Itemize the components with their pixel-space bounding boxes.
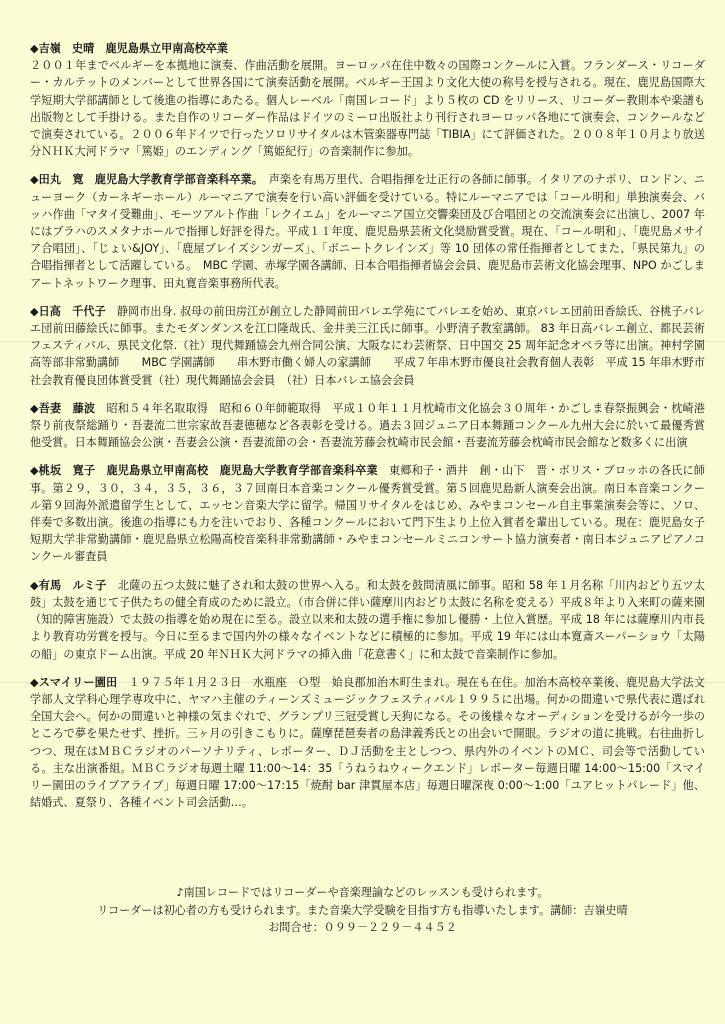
profile-azuma [30,400,705,452]
profile-body: 声楽を有馬万里代、合唱指揮を辻正行の各師に師事。イタリアのナポリ、ロンドン、ニューヨーク（カーネギーホール）ルーマニアで演奏を行い高い評価を受けている。特にルーマニアでは「コール明和」単独演奏会、バッハ作曲「マタイ受難曲」、モーツアルト作曲「レクイエム」をルーマニア国立交響楽団及び合唱団との交流演奏会に出演し、2007 年にはブラハのスメタナホールで指揮し好評を得た。平成１１年度、鹿児島県芸術文化奨励賞受賞。現在、「コール明和」、「鹿児島メサイア合唱団」、「じょい&JOY」、「鹿屋ブレイズシンガーズ」、「ボニートクレインズ」等 10 団体の常任指揮者としてまた、「県民第九」の合唱指揮者として活躍している。 MBC 学園、赤塚学園各講師、日本合唱指揮者協会会員、鹿児島市芸術文化協会理事、NPO かごしまアートネットワーク理事、田丸寛音楽事務所代表。 [30,173,705,290]
lesson-notice-line: リコーダーは初心者の方も受けられます。また音楽大学受験を目指す方も指導いたします。講師：吉嶺史晴 [97,903,628,917]
profile-heading: ◆有馬 ルミ子 [30,578,107,592]
profile-arima [30,577,705,663]
profile-body: １９７５年１月２３日 水瓶座 Ｏ型 姶良郡加治木町生まれ。現在も在住。加治木高校卒業後、鹿児島大学法文学部人文学科心理学専攻中に、ヤマハ主催のティーンズミュージックフェスティバル１９９５に出場。何かの間違いで県代表に選ばれ全国大会へ。何かの間違いと神様の気まぐれで、グランプリ三冠受賞し天狗になる。その後様々なオーディションを受けるが今一歩のところで夢を果たせず、挫折。三ヶ月の引きこもりに。薩摩琵琶奏者の島津義秀氏との出会いで開眼。ラジオの道に挑戦。右往曲折しつつ、現在はＭＢＣラジオのパーソナリティ、レポーター、ＤＪ活動を主としつつ、県内外のイベントのＭＣ、司会等で活動している。主な出演番組。ＭＢＣラジオ毎週土曜 11:00～14：35「うねうねウィークエンド」レポーター毎週日曜 14:00～15:00「スマイリー園田のライブアライブ」毎週日曜 17:00～17:15「焼酎 bar 津貫屋本店」毎週日曜深夜 0:00～1:00「ユアヒットパレード」他、結婚式、夏祭り、各種イベント司会活動…。 [30,675,705,810]
lesson-notice [0,884,725,937]
profile-body: 北薩の五つ太鼓に魅了され和太鼓の世界へ入る。和太鼓を鼓問清風に師事。昭和 58 年１月名称「川内おどり五ツ太鼓」太鼓を通じて子供たちの健全育成のために設立。（市合併に伴い薩摩川内おどり太鼓に名称を変える）平成８年より入来町の薩来園（知的障害施設）で太鼓の指導を始め現在に至る。設立以来和太鼓の選手権に参加し優勝・上位入賞歴。平成 18 年には薩摩川内市長より教育功労賞を授与。今日に至るまで国内外の様々なイベントなどに積極的に参加。平成 19 年には山本寛斎スーパーショウ「太陽の船」の東京ドーム出演。平成 20 年ＮＨＫ大河ドラマの挿入曲「花意書く」に和太鼓で音楽制作に参加。 [30,578,705,661]
profile-body: 東郷和子・酒井 創・山下 晋・ボリス・ブロッホの各氏に師事。第２９，３０，３４，３５，３６，３７回南日本音楽コンクール優秀賞受賞。第５回鹿児島新人演奏会出演。南日本音楽コンクール第９回海外派遣留学生として、エッセン音楽大学に留学。帰国リサイタルをはじめ、みやまコンセール自主事業演奏会等に、ソロ、伴奏で多数出演。後進の指導にも力を注いでおり、各種コンクールにおいて門下生より上位入賞者を輩出している。現在：鹿児島女子短期大学非常勤講師・鹿児島県立松陽高校音楽科非常勤講師・みやまコンセールミニコンサート協力演奏者・南日本ジュニアピアノコンクール審査員 [30,464,705,564]
profile-yoshimine [30,40,705,160]
profile-heading: ◆吉嶺 史晴 鹿児島県立甲南高校卒業 [30,42,229,55]
lesson-notice-line: ♪南国レコードではリコーダーや音楽理論などのレッスンも受けられます。 [176,886,549,899]
profile-heading: ◆日高 千代子 [30,304,106,318]
profile-body: 昭和５４年名取取得 昭和６０年師範取得 平成１０年１１月枕崎市文化協会３０周年・かごしま春祭振興会・枕崎港祭り前夜祭総踊り・吾妻流二世宗家故吾妻德穂など各表彰を受ける。過去３回ジュニア日本舞踊コンクール九州大会に於いて最優秀賞他受賞。日本舞踊協会公演・吾妻会公演・吾妻流節の会・吾妻流芳藤会枕崎市民会館・吾妻流芳藤会枕崎市民会館など数多くに出演 [30,401,705,450]
profile-heading: ◆吾妻 藤波 [30,401,96,415]
contact-phone: お問合せ：０９９－２２９－４４５２ [268,921,457,934]
profile-hidaka [30,303,705,389]
profile-body: 静岡市出身. 叔母の前田房江が創立した静岡前田バレエ学苑にてバレエを始め、東京バレエ団前田香絵氏、谷桃子バレエ団前田藤絵氏に師事。またモダンダンスを江口隆哉氏、金井美三江氏に師事。小野清子教室講師。 83 年日高バレエ創立、都民芸術フェスティバル、県民文化祭.（社）現代舞踊協会九州合同公演、大阪なにわ芸術祭、日中国交 25 周年記念オペラ等に出演。神村学園高等部非常勤講師 MBC 学園講師 串木野市働く婦人の家講師 平成７年串木野市優良社会教育個人表彰 平成 15 年串木野市社会教育優良団体賞受賞（社）現代舞踊協会会員 （社）日本バレエ協会会員 [30,304,705,387]
profile-heading: ◆桃坂 寛子 鹿児島県立甲南高校 鹿児島大学教育学部音楽科卒業 [30,464,378,478]
profile-momosaka [30,462,705,565]
profile-heading: ◆スマイリー園田 [30,675,118,689]
profile-smiley-sonoda [30,674,705,812]
profile-tamaru [30,171,705,291]
profile-heading: ◆田丸 寛 鹿児島大学教育学部音楽科卒業。 [30,173,258,187]
profile-list [30,40,705,822]
profile-body: ２００１年までベルギーを本拠地に演奏、作曲活動を展開。ヨーロッパ在住中数々の国際コンクールに入賞。フランダース・リコーダー・カルテットのメンバーとして世界各国にて演奏活動を展開。ベルギー王国より文化大使の称号を授与される。現在、鹿児島国際大学短期大学部講師として後進の指導にあたる。個人レーベル「南国レコード」より５枚の CD をリリース、リコーダー教則本や楽譜も出版物として手掛ける。また自作のリコーダー作品はドイツのミーロ出版社より刊行されヨーロッパ各地にて演奏会、コンクールなどで演奏されている。２００６年ドイツで行ったソロリサイタルは木管楽器専門誌「TIBIA」にて評価された。２００８年１０月より放送分ＮＨＫ大河ドラマ「篤姫」のエンディング「篤姫紀行」の音楽制作に参加。 [30,59,705,159]
